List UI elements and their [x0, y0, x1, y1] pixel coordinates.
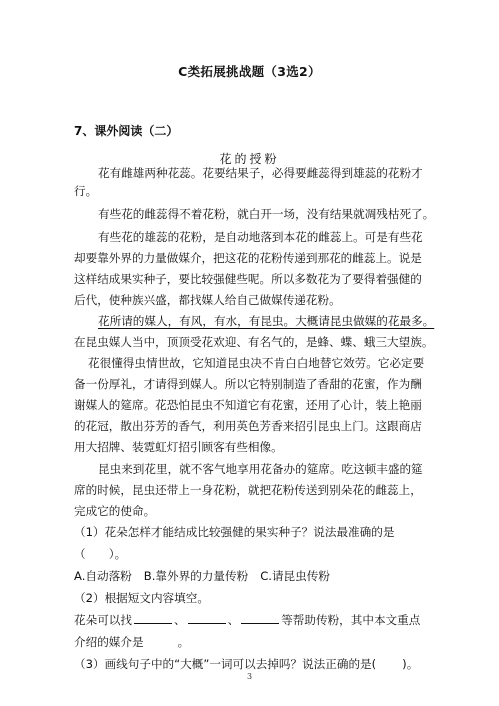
paragraph-line: 在昆虫媒人当中，顶顶受花欢迎、有名气的，是蜂、蝶、蛾三大望族。: [74, 335, 434, 349]
question-3-end: )。: [402, 657, 419, 671]
paragraph-line: 后代，使种族兴盛，都找媒人给自己做媒传递花粉。: [74, 293, 341, 307]
article-title: 花的授粉: [219, 152, 280, 166]
paragraph-line: 这样结成果实种子，要比较强健些呢。所以多数花为了要得着强健的: [74, 272, 422, 286]
page-number: 3: [246, 672, 253, 681]
paragraph-line: 有些花的雌蕊得不着花粉，就白开一场，没有结果就凋残枯死了。: [98, 207, 435, 221]
blank-3[interactable]: [241, 612, 279, 624]
separator: 、: [173, 613, 186, 627]
paragraph-line: 完成它的使命。: [74, 504, 156, 518]
paragraph-line: 花有雌雄两种花蕊。花要结果子，必得要雌蕊得到雄蕊的花粉才: [98, 166, 423, 180]
paragraph-line: 行。: [74, 184, 98, 198]
fill-prefix: 花朵可以找: [74, 613, 132, 627]
document-title: C类拓展挑战题（3选2）: [178, 64, 321, 79]
underlined-sentence: 花所请的媒人，有风，有水，有昆虫。大概请昆虫做媒的花最多。: [98, 314, 435, 328]
paragraph-line: 备一份厚礼，才请得到媒人。所以它特别制造了香甜的花蜜，作为酬: [74, 377, 422, 391]
separator: 、: [227, 613, 240, 627]
paragraph-line: 席的时候，昆虫还带上一身花粉，就把花粉传送到别朵花的雌蕊上，: [74, 483, 422, 497]
fill-suffix: 等帮助传粉，其中本文重点: [281, 613, 421, 627]
question-3-blank[interactable]: [378, 657, 400, 668]
question-2-fill-line: [74, 612, 439, 628]
section-heading: 7、课外阅读（二）: [74, 124, 179, 138]
question-1-stem: （1）花朵怎样才能结成比较强健的果实种子？说法最准确的是: [74, 525, 395, 539]
option-c: C.请昆虫传粉: [260, 569, 330, 583]
question-3-stem: [74, 656, 439, 672]
paragraph-line: 谢媒人的筵席。花恐怕昆虫不知道它有花蜜，还用了心计，装上艳丽: [74, 398, 422, 412]
paragraph-line: 用大招牌、装霓虹灯招引顾客有些相像。: [74, 440, 283, 454]
option-a: A.自动落粉: [74, 569, 132, 583]
question-1-options: [74, 568, 439, 584]
paragraph-line: 的花冠，散出芬芳的香气，利用英色芳香来招引昆虫上门。这跟商店: [74, 419, 422, 433]
question-3-text: （3）画线句子中的“大概”一词可以去掉吗？说法正确的是(: [74, 657, 377, 671]
blank-1[interactable]: [134, 612, 172, 624]
paragraph-line: 却要靠外界的力量做媒介，把这花的花粉传递到那花的雌蕊上。说是: [74, 251, 422, 265]
question-2-fill-line-2: [74, 634, 439, 650]
paragraph-line: 花很懂得虫情世故，它知道昆虫决不肯白白地替它效劳。它必定要: [88, 356, 425, 370]
fill-end: 。: [177, 635, 190, 649]
paragraph-line: 昆虫来到花里，就不客气地享用花备办的筵席。吃这顿丰盛的筵: [98, 462, 423, 476]
blank-2[interactable]: [188, 612, 226, 624]
option-b: B.靠外界的力量传粉: [143, 569, 249, 583]
question-2-stem: （2）根据短文内容填空。: [74, 591, 209, 605]
blank-4[interactable]: [146, 635, 176, 646]
question-1-answer-paren: （ ）。: [74, 547, 127, 561]
paragraph-line: 有些花的雄蕊的花粉，是自动地落到本花的雌蕊上。可是有些花: [98, 230, 423, 244]
fill-prefix: 介绍的媒介是: [74, 635, 144, 649]
